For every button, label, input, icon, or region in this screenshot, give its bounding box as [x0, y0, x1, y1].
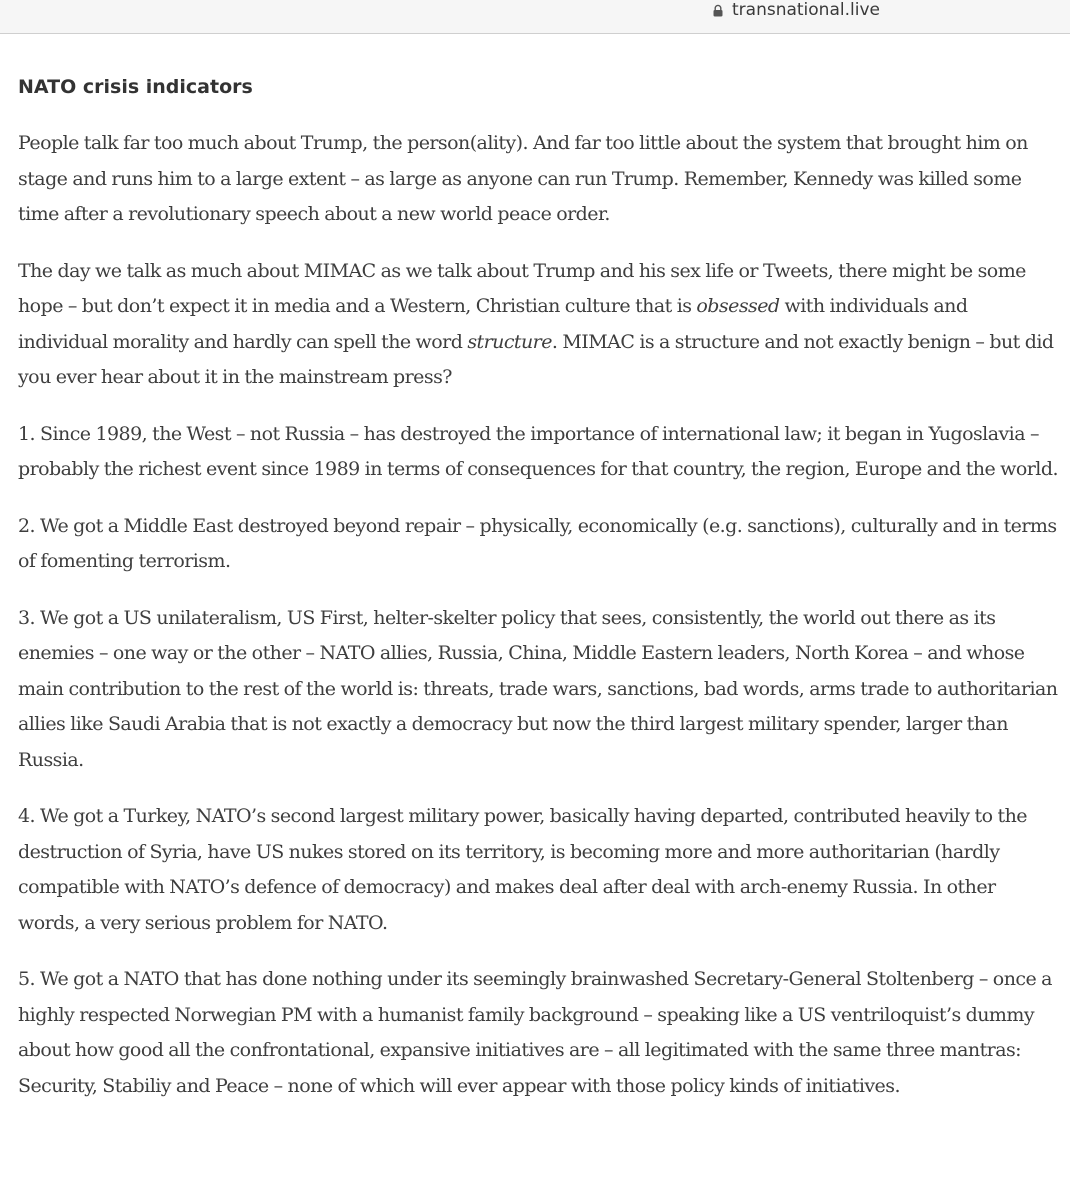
- article-title: NATO crisis indicators: [18, 76, 253, 98]
- mimac-emphasis-obsessed: obsessed: [696, 295, 780, 317]
- point-1-paragraph: 1. Since 1989, the West – not Russia – has destroyed the importance of international law; it began in Yugoslavia – probably the richest event since 1989 in terms of consequences for that country, the region, Europe and the world.: [18, 422, 1058, 480]
- mimac-text-1: The day we talk as much about MIMAC as we talk about Trump and his sex life or Tweets, there might be some hope – but don’t expect it in media and a Western, Christian culture that is: [18, 259, 1026, 317]
- point-3-paragraph: 3. We got a US unilateralism, US First, helter-skelter policy that sees, consistently, the world out there as its enemies – one way or the other – NATO allies, Russia, China, Middle Eastern leaders, North Korea – and whose main contribution to the rest of the world is: threats, trade wars, sanctions, bad words, arms trade to authoritarian allies like Saudi Arabia that is not exactly a democracy but now the third largest military spender, larger than Russia.: [18, 606, 1058, 771]
- lock-icon: [712, 4, 724, 17]
- mimac-emphasis-structure: structure: [467, 330, 552, 353]
- mimac-paragraph: [18, 254, 1058, 396]
- url-display[interactable]: [712, 0, 880, 20]
- mimac-text-3: . MIMAC is a structure and not exactly benign – but did you ever hear about it in the mainstream press?: [18, 330, 1054, 388]
- intro-paragraph: People talk far too much about Trump, the person(ality). And far too little about the system that brought him on stage and runs him to a large extent – as large as anyone can run Trump. Remember, Kennedy was killed some time after a revolutionary speech about a new world peace order.: [18, 132, 1028, 225]
- mimac-text-2: with individuals and individual morality and hardly can spell the word: [18, 295, 968, 353]
- browser-url-bar[interactable]: [0, 0, 1070, 34]
- url-text: transnational.live: [732, 0, 880, 20]
- point-4-paragraph: 4. We got a Turkey, NATO’s second largest military power, basically having departed, contributed heavily to the destruction of Syria, have US nukes stored on its territory, is becoming more and more authoritarian (hardly compatible with NATO’s defence of democracy) and makes deal after deal with arch-enemy Russia. In other words, a very serious problem for NATO.: [18, 805, 1027, 934]
- article-body: [18, 70, 1058, 1125]
- point-5-paragraph: 5. We got a NATO that has done nothing under its seemingly brainwashed Secretary-General Stoltenberg – once a highly respected Norwegian PM with a humanist family background – speaking like a US ventriloquist’s dummy about how good all the confrontational, expansive initiatives are – all legitimated with the same three mantras: Security, Stabiliy and Peace – none of which will ever appear with those policy kinds of initiatives.: [18, 968, 1052, 1097]
- point-2-paragraph: 2. We got a Middle East destroyed beyond repair – physically, economically (e.g. sanctions), culturally and in terms of fomenting terrorism.: [18, 514, 1057, 572]
